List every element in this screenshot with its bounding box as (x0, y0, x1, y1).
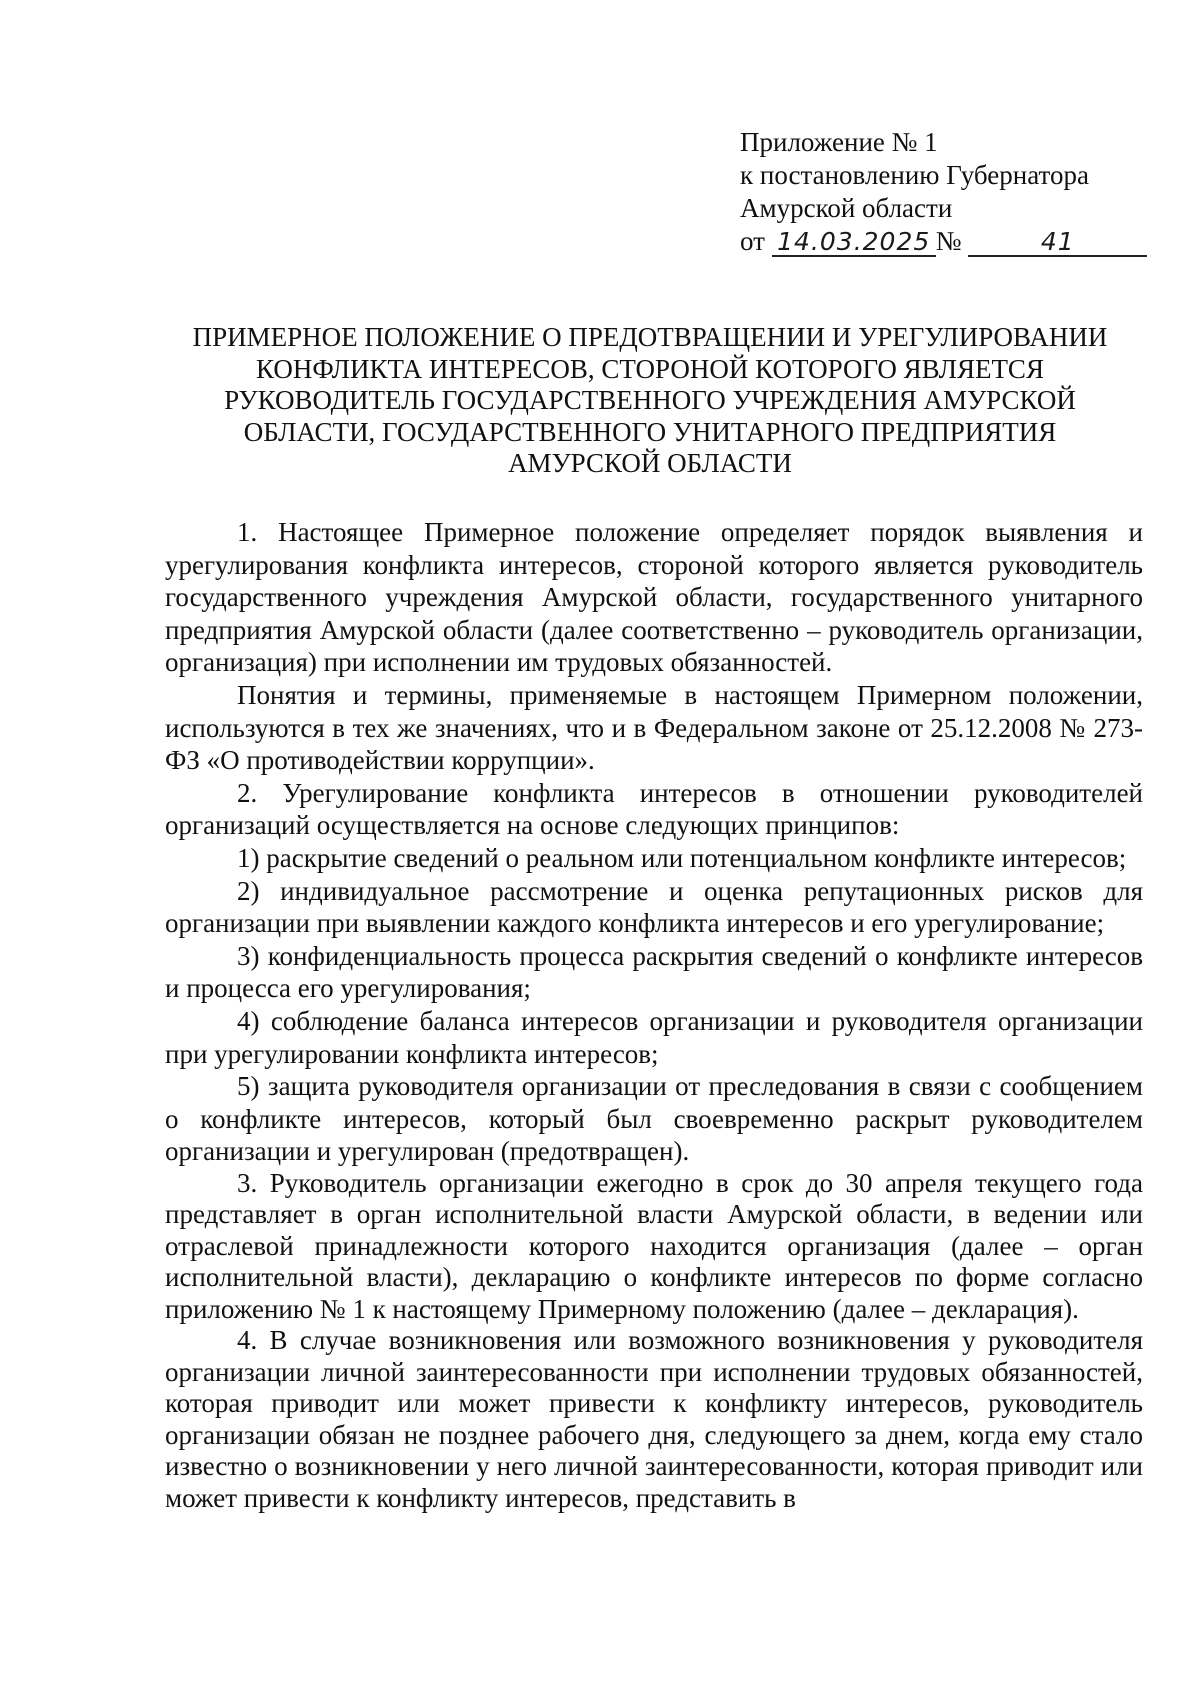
principle-4: 4) соблюдение баланса интересов организации и руководителя организации при урегулировании конфликта интересов; (165, 1005, 1143, 1069)
annex-number: Приложение № 1 (740, 127, 938, 157)
annex-block (740, 126, 1160, 258)
paragraph-4: 4. В случае возникновения или возможного возникновения у руководителя организации личной заинтересованности при исполнении трудовых обязанностей, которая приводит или может привести к конфликту интересов, руководитель организации обязан не позднее рабочего дня, следующего за днем, когда ему стало известно о возникновении у него личной заинтересованности, которая приводит или может привести к конфликту интересов, представить в (165, 1325, 1143, 1513)
title-line: РУКОВОДИТЕЛЬ ГОСУДАРСТВЕННОГО УЧРЕЖДЕНИЯ АМУРСКОЙ (224, 385, 1076, 415)
from-label: от (740, 226, 765, 256)
annex-region: Амурской области (740, 193, 953, 223)
principle-3: 3) конфиденциальность процесса раскрытия сведений о конфликте интересов и процесса его урегулирования; (165, 940, 1143, 1004)
paragraph-1: 1. Настоящее Примерное положение определяет порядок выявления и урегулирования конфликта интересов, стороной которого является руководитель государственного учреждения Амурской области, государственного унитарного предприятия Амурской области (далее соответственно – руководитель организации, организация) при исполнении им трудовых обязанностей. (165, 517, 1143, 678)
principle-5: 5) защита руководителя организации от преследования в связи с сообщением о конфликте интересов, который был своевременно раскрыт руководителем организации и урегулирован (предотвращен). (165, 1071, 1143, 1167)
document-title (150, 322, 1150, 480)
annex-resolution-ref: к постановлению Губернатора (740, 160, 1089, 190)
title-line: КОНФЛИКТА ИНТЕРЕСОВ, СТОРОНОЙ КОТОРОГО ЯВЛЯЕТСЯ (256, 353, 1044, 384)
principle-2: 2) индивидуальное рассмотрение и оценка репутационных рисков для организации при выявлении каждого конфликта интересов и его урегулирование; (165, 875, 1143, 939)
paragraph-terms: Понятия и термины, применяемые в настоящем Примерном положении, используются в тех же значениях, что и в Федеральном законе от 25.12.2008 № 273-ФЗ «О противодействии коррупции». (165, 679, 1143, 776)
document-body (165, 516, 1143, 1514)
title-line: АМУРСКОЙ ОБЛАСТИ (508, 448, 792, 478)
number-label: № (935, 226, 962, 256)
title-line: ПРИМЕРНОЕ ПОЛОЖЕНИЕ О ПРЕДОТВРАЩЕНИИ И УРЕГУЛИРОВАНИИ (192, 322, 1108, 352)
principle-1: 1) раскрытие сведений о реальном или потенциальном конфликте интересов; (237, 842, 1127, 873)
paragraph-3: 3. Руководитель организации ежегодно в срок до 30 апреля текущего года представляет в орган исполнительной власти Амурской области, в ведении или отраслевой принадлежности которого находится организация (далее – орган исполнительной власти), декларацию о конфликте интересов по форме согласно приложению № 1 к настоящему Примерному положению (далее – декларация). (165, 1167, 1143, 1324)
handwritten-number: 41 (968, 229, 1147, 257)
paragraph-2: 2. Урегулирование конфликта интересов в отношении руководителей организаций осуществляется на основе следующих принципов: (165, 777, 1143, 841)
title-line: ОБЛАСТИ, ГОСУДАРСТВЕННОГО УНИТАРНОГО ПРЕДПРИЯТИЯ (243, 416, 1057, 447)
annex-date-row (740, 225, 1160, 258)
handwritten-date: 14.03.2025 (772, 229, 936, 257)
